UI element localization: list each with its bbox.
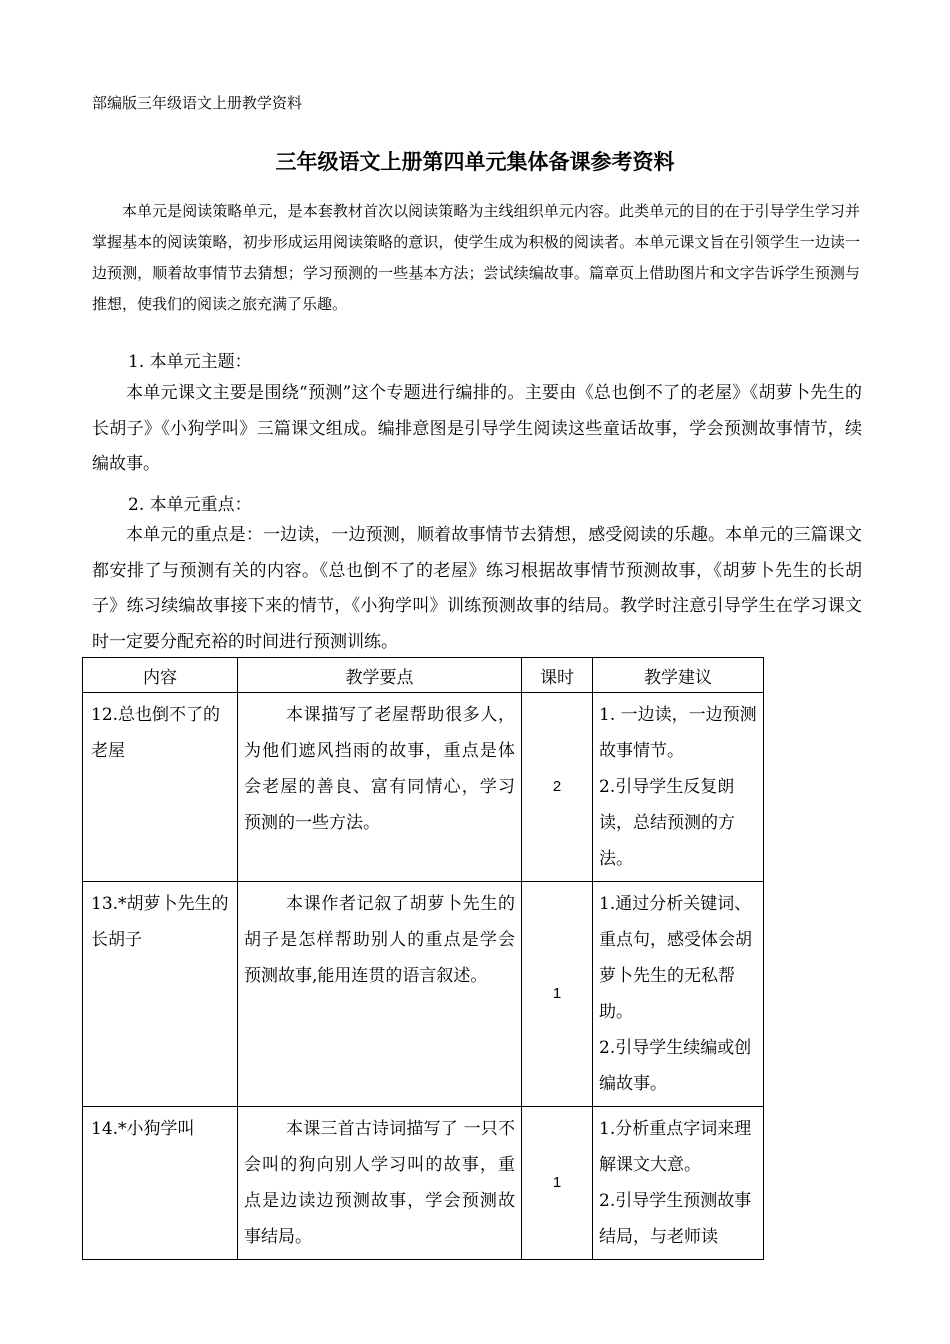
class-hours: 1: [522, 882, 593, 1107]
lesson-title: 14.*小狗学叫: [83, 1107, 238, 1260]
header-teaching-points: 教学要点: [238, 658, 522, 693]
teaching-points: 本课三首古诗词描写了 一只不会叫的狗向别人学习叫的故事，重点是边读边预测故事，学会预测故事结局。: [238, 1107, 522, 1260]
suggestion-item: 1. 一边读，一边预测故事情节。: [599, 705, 757, 761]
table-row: [83, 1107, 764, 1260]
suggestion-item: 1.分析重点字词来理解课文大意。: [599, 1119, 752, 1175]
suggestion-item: 2.引导学生反复朗读，总结预测的方法。: [599, 777, 735, 869]
intro-paragraph: 本单元是阅读策略单元，是本套教材首次以阅读策略为主线组织单元内容。此类单元的目的在于引导学生学习并掌握基本的阅读策略，初步形成运用阅读策略的意识，使学生成为积极的阅读者。本单元课文旨在引领学生一边读一边预测，顺着故事情节去猜想；学习预测的一些基本方法；尝试续编故事。篇章页上借助图片和文字告诉学生预测与推想，使我们的阅读之旅充满了乐趣。: [92, 202, 860, 313]
lesson-title: 12.总也倒不了的老屋: [83, 693, 238, 882]
table-header-row: [83, 658, 764, 693]
suggestion-item: 2.引导学生续编或创编故事。: [599, 1038, 752, 1094]
section-1-body: 本单元课文主要是围绕“预测”这个专题进行编排的。主要由《总也倒不了的老屋》《胡萝卜先生的长胡子》《小狗学叫》三篇课文组成。编排意图是引导学生阅读这些童话故事，学会预测故事情节，续编故事。: [92, 383, 862, 474]
teaching-points: 本课作者记叙了胡萝卜先生的胡子是怎样帮助别人的重点是学会预测故事,能用连贯的语言叙述。: [238, 882, 522, 1107]
teaching-suggestions: [593, 693, 764, 882]
class-hours: 1: [522, 1107, 593, 1260]
suggestion-item: 2.引导学生预测故事结局，与老师读: [599, 1191, 752, 1247]
page-header: 部编版三年级语文上册教学资料: [92, 94, 303, 112]
section-1-heading: 1. 本单元主题：: [128, 352, 252, 372]
teaching-suggestions: [593, 882, 764, 1107]
table-row: [83, 882, 764, 1107]
header-teaching-suggestions: 教学建议: [593, 658, 764, 693]
section-2-heading: 2. 本单元重点：: [128, 495, 252, 515]
teaching-points: 本课描写了老屋帮助很多人，为他们遮风挡雨的故事，重点是体会老屋的善良、富有同情心，学习预测的一些方法。: [238, 693, 522, 882]
teaching-suggestions: [593, 1107, 764, 1260]
class-hours: 2: [522, 693, 593, 882]
table-row: [83, 693, 764, 882]
lesson-title: 13.*胡萝卜先生的长胡子: [83, 882, 238, 1107]
header-class-hours: 课时: [522, 658, 593, 693]
suggestion-item: 1.通过分析关键词、重点句，感受体会胡萝卜先生的无私帮助。: [599, 894, 752, 1022]
header-content: 内容: [83, 658, 238, 693]
section-2-body: 本单元的重点是：一边读，一边预测，顺着故事情节去猜想，感受阅读的乐趣。本单元的三篇课文都安排了与预测有关的内容。《总也倒不了的老屋》练习根据故事情节预测故事，《胡萝卜先生的长胡子》练习续编故事接下来的情节，《小狗学叫》训练预测故事的结局。教学时注意引导学生在学习课文时一定要分配充裕的时间进行预测训练。: [92, 525, 862, 652]
document-title: 三年级语文上册第四单元集体备课参考资料: [275, 150, 675, 174]
lesson-plan-table: [82, 657, 764, 1260]
